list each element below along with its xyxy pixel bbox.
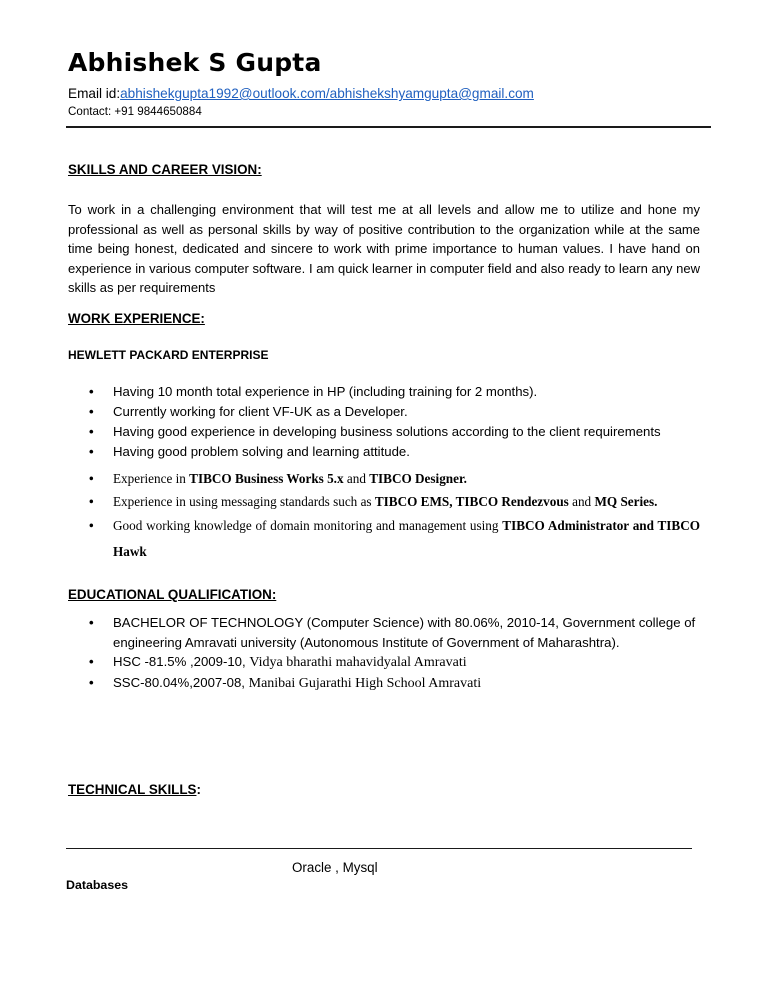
bullet-icon: •	[89, 494, 94, 509]
databases-value: Oracle , Mysql	[292, 860, 378, 875]
bullet-icon: •	[89, 615, 94, 630]
bullet-icon: •	[89, 654, 94, 669]
list-item-text: Experience in TIBCO Business Works 5.x and TIBCO Designer.	[113, 471, 467, 486]
list-item	[68, 490, 700, 513]
employer-name: HEWLETT PACKARD ENTERPRISE	[68, 348, 269, 362]
candidate-name: Abhishek S Gupta	[68, 48, 322, 77]
list-item	[68, 402, 661, 422]
email-line	[68, 86, 534, 101]
list-item-text: BACHELOR OF TECHNOLOGY (Computer Science) with 80.06%, 2010-14, Government college of engineering Amravati university (Autonomous Institute of Government of Maharashtra).	[113, 615, 696, 650]
databases-label: Databases	[66, 878, 128, 892]
education-heading: EDUCATIONAL QUALIFICATION:	[68, 587, 277, 602]
bullet-icon: •	[89, 424, 94, 439]
list-item	[68, 513, 700, 565]
list-item-text: Currently working for client VF-UK as a Developer.	[113, 404, 408, 419]
bullet-icon: •	[89, 404, 94, 419]
list-item-text: Good working knowledge of domain monitoring and management using TIBCO Administrator and TIBCO Hawk	[113, 518, 700, 559]
bullet-icon: •	[89, 674, 94, 690]
list-item	[68, 652, 700, 673]
bullet-icon: •	[89, 384, 94, 399]
list-item-text: SSC-80.04%,2007-08, Manibai Gujarathi High School Amravati	[113, 674, 482, 691]
technical-skills-heading: TECHNICAL SKILLS:	[68, 782, 201, 797]
list-item-text: Having 10 month total experience in HP (including training for 2 months).	[113, 384, 538, 399]
email-label: Email id:	[68, 86, 121, 101]
list-item-text: Having good problem solving and learning attitude.	[113, 444, 410, 459]
list-item	[68, 467, 700, 490]
list-item	[68, 422, 661, 442]
header-divider	[66, 126, 711, 128]
list-item-text: Experience in using messaging standards such as TIBCO EMS, TIBCO Rendezvous and MQ Series.	[113, 494, 658, 509]
technical-skills-divider	[66, 848, 692, 849]
tibco-skills-list	[68, 467, 700, 565]
email-link[interactable]: abhishekgupta1992@outlook.com/abhishekshyamgupta@gmail.com	[120, 86, 534, 101]
bullet-icon: •	[89, 471, 94, 486]
list-item	[68, 613, 700, 652]
skills-vision-text: To work in a challenging environment that will test me at all levels and allow me to utilize and hone my professional as well as personal skills by way of positive contribution to the organization while at the same time being honest, dedicated and sincere to work with prime importance to human values. I have hand on experience in various computer software. I am quick learner in computer field and also ready to learn any new skills as per requirements	[68, 202, 700, 296]
list-item	[68, 382, 661, 402]
skills-vision-heading: SKILLS AND CAREER VISION:	[68, 162, 262, 177]
bullet-icon: •	[89, 444, 94, 459]
list-item	[68, 673, 700, 694]
list-item	[68, 442, 661, 462]
bullet-icon: •	[89, 518, 94, 533]
work-experience-heading: WORK EXPERIENCE:	[68, 311, 205, 326]
education-list	[68, 613, 700, 693]
list-item-text: Having good experience in developing business solutions according to the client requirements	[113, 424, 661, 439]
experience-list	[68, 382, 661, 462]
list-item-text: HSC -81.5% ,2009-10, Vidya bharathi mahavidyalal Amravati	[113, 654, 467, 670]
contact-line: Contact: +91 9844650884	[68, 105, 202, 118]
